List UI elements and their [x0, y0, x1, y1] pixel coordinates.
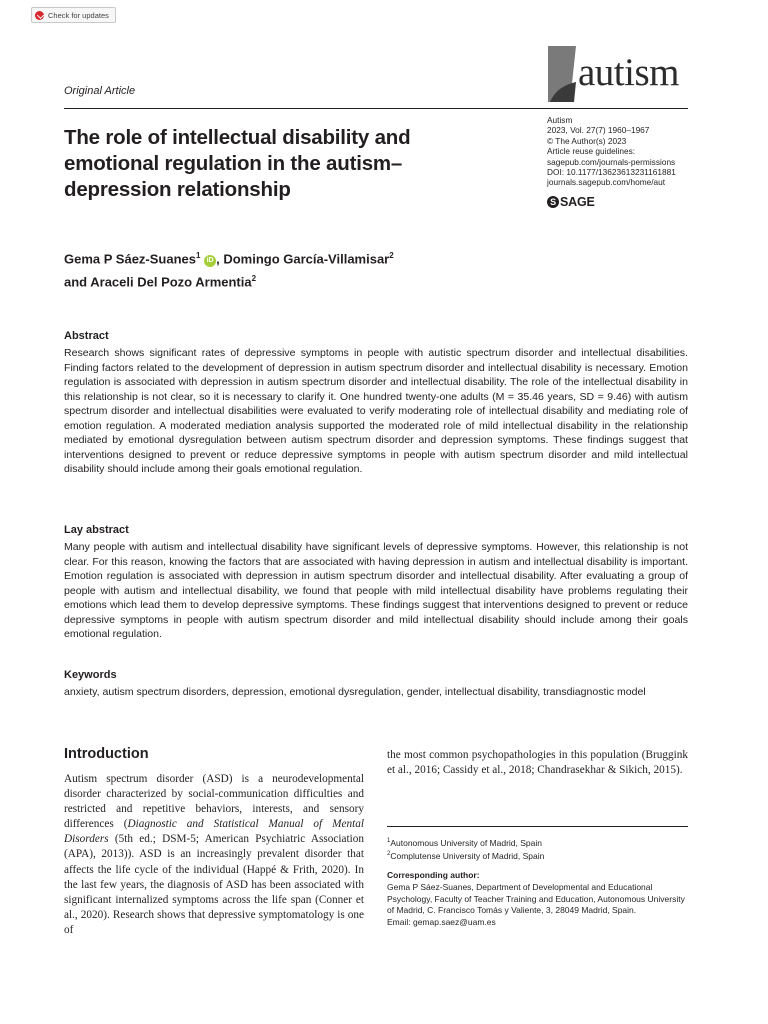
meta-journal: Autism	[547, 115, 573, 125]
affiliation-1	[387, 836, 542, 849]
meta-copyright: © The Author(s) 2023	[547, 135, 627, 146]
intro-text-b: (5th ed.; DSM-5; American Psychiatric Association (APA), 2013)). ASD is an increasingly prevalent disorder that affects the life cycle of the individual (Happé & Frith, 2020). In the last few years, the diagnosis of ASD has been associated with significant internalized symptoms across the life span (Conner et al., 2020). Research shows that depressive symptomatology is one of	[64, 833, 364, 936]
footnote-rule	[387, 826, 688, 827]
journal-meta	[547, 115, 676, 188]
meta-home-link[interactable]: journals.sagepub.com/home/aut	[547, 177, 666, 188]
keywords-text: anxiety, autism spectrum disorders, depression, emotional dysregulation, gender, intellectual disability, transdiagnostic model	[64, 686, 646, 698]
journal-logo-text: autism	[578, 51, 679, 94]
intro-text-italic: Diagnostic and Statistical Manual of Mental Disorders	[64, 818, 364, 846]
lay-abstract-heading: Lay abstract	[64, 524, 129, 536]
article-title: The role of intellectual disability and emotional regulation in the autism–depression relationship	[64, 126, 411, 201]
affiliation-2	[387, 849, 544, 862]
affiliation-1-text: Autonomous University of Madrid, Spain	[390, 837, 542, 848]
author-3: Araceli Del Pozo Armentia	[90, 274, 252, 290]
affiliation-1-num: 1	[387, 838, 391, 844]
corresponding-text: Gema P Sáez-Suanes, Department of Developmental and Educational Psychology, Faculty of Teacher Training and Education, Autonomous University of Madrid, C. Francisco Tomás y Valiente, 3, 28049 Madrid, Spain.	[387, 882, 685, 915]
check-updates-icon	[35, 11, 44, 20]
introduction-heading: Introduction	[64, 746, 149, 762]
corresponding-heading: Corresponding author:	[387, 870, 480, 880]
meta-volume: 2023, Vol. 27(7) 1960–1967	[547, 125, 650, 136]
introduction-paragraph	[64, 772, 364, 938]
lay-abstract-text: Many people with autism and intellectual disability have significant levels of depressive symptoms. However, this relationship is not clear. For this reason, knowing the factors that are associated with having depression in autism and intellectual disability is important. Emotion regulation is associated with depression in autism spectrum disorder and intellectual disability. After evaluating a group of people with autism and intellectual disability, we found that people with mild intellectual disability have problems regulating their emotions which lead them to develop depressive symptoms. These findings suggest that interventions designed to prevent or reduce depressive symptoms in people with autism spectrum disorder and mild intellectual disability should include among their goals emotional regulation.	[64, 541, 688, 640]
intro-text-a: Autism spectrum disorder (ASD) is a neurodevelopmental disorder characterized by social-communication difficulties and restricted and repetitive behaviors, interests, and sensory differences (	[64, 773, 364, 831]
abstract-text: Research shows significant rates of depressive symptoms in people with autistic spectrum disorder and intellectual disabilities. Finding factors related to the development of depression in autism spectrum disorder and intellectual disability is necessary. Emotion regulation is associated with depression in autism spectrum disorder and intellectual disability. The role of the intellectual disability in this relationship is not clear, so it is necessary to clarify it. One hundred twenty-one adults (M = 35.46 years, SD = 9.46) with autism spectrum disorder and intellectual disabilities were evaluated to verify moderating role of intellectual disability and mediating role of emotion regulation. A moderated mediation analysis supported the moderated role of mild intellectual disability in the relationship mediated by emotional dysregulation between autism spectrum disorder and depression symptoms. These findings suggest that interventions designed to prevent or reduce depressive symptoms in people with autism spectrum disorder and mild intellectual disability should include among their goals emotional regulation.	[64, 347, 688, 475]
author-3-affil: 2	[251, 274, 257, 284]
author-1: Gema P Sáez-Suanes	[64, 251, 196, 267]
meta-doi-link[interactable]: DOI: 10.1177/13623613231161881	[547, 167, 676, 178]
affiliation-2-text: Complutense University of Madrid, Spain	[390, 850, 545, 861]
publisher-logo	[547, 195, 595, 209]
orcid-icon[interactable]: iD	[204, 255, 216, 267]
header-rule	[64, 108, 688, 109]
meta-permissions-link[interactable]: sagepub.com/journals-permissions	[547, 156, 676, 167]
author-1-affil: 1	[196, 251, 201, 260]
author-list: Gema P Sáez-Suanes$^1$ iD , Domingo García-Villamisar$^2$ and Araceli Del Pozo Armentia$^2$	[64, 251, 394, 290]
meta-reuse: Article reuse guidelines:	[547, 146, 636, 157]
check-for-updates-label: Check for updates	[48, 10, 109, 20]
sage-icon: S	[547, 196, 559, 208]
abstract-heading: Abstract	[64, 330, 109, 342]
article-type: Original Article	[64, 85, 136, 97]
corresponding-details	[387, 882, 687, 928]
corresponding-email[interactable]: Email: gemap.saez@uam.es	[387, 916, 496, 927]
introduction-continuation: the most common psychopathologies in this population (Bruggink et al., 2016; Cassidy et al., 2018; Chandrasekhar & Sikich, 2015).	[387, 749, 688, 777]
author-2: Domingo García-Villamisar	[223, 251, 390, 267]
affiliation-2-num: 2	[387, 851, 391, 857]
author-2-affil: 2	[389, 251, 394, 260]
keywords-heading: Keywords	[64, 669, 117, 681]
check-for-updates-badge[interactable]	[31, 7, 116, 23]
publisher-name: SAGE	[560, 195, 595, 209]
